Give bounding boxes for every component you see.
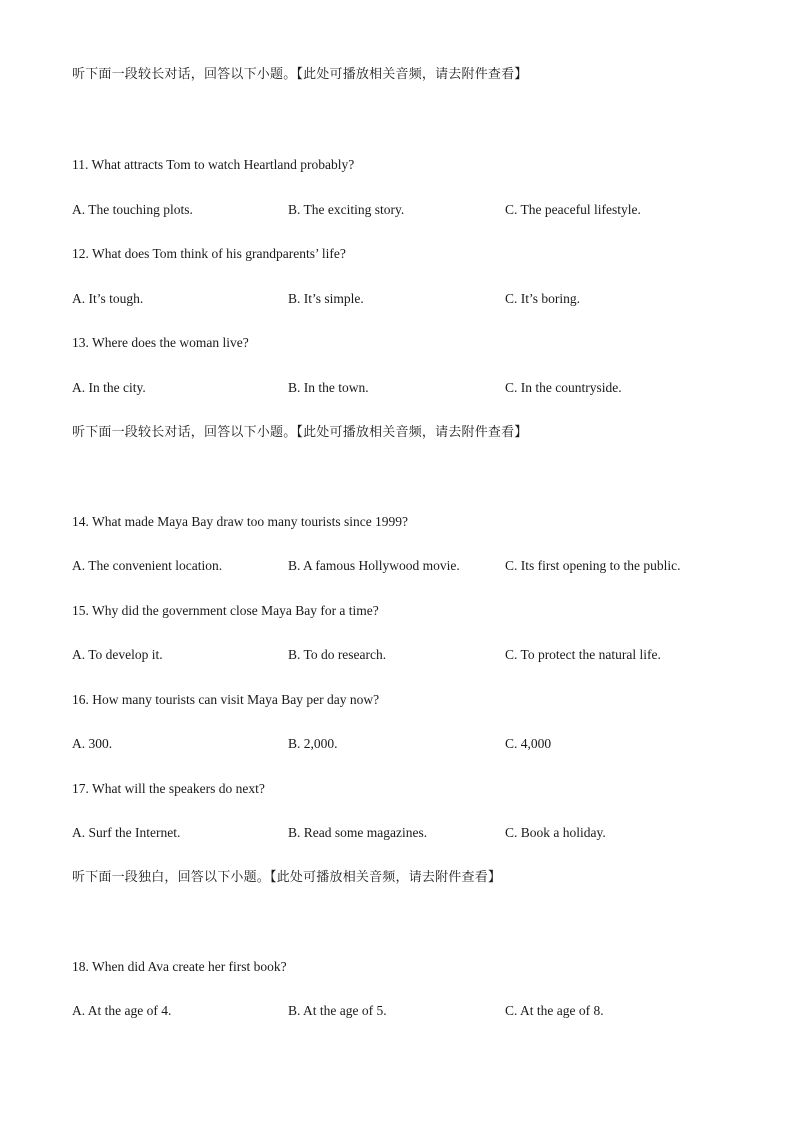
option-a: A. The touching plots.	[72, 202, 193, 217]
question-stem: 11. What attracts Tom to watch Heartland probably?	[72, 157, 355, 172]
option-c: C. It’s boring.	[505, 291, 581, 306]
option-b: B. It’s simple.	[288, 291, 364, 306]
option-b: B. Read some magazines.	[288, 825, 428, 840]
option-b: B. A famous Hollywood movie.	[288, 558, 460, 573]
section-instruction: 听下面一段较长对话，回答以下小题。【此处可播放相关音频，请去附件查看】	[72, 425, 528, 440]
option-c: C. 4,000	[505, 736, 552, 751]
option-a: A. In the city.	[72, 380, 146, 395]
question-stem: 14. What made Maya Bay draw too many tourists since 1999?	[72, 514, 409, 529]
section-instruction: 听下面一段独白，回答以下小题。【此处可播放相关音频，请去附件查看】	[72, 870, 502, 885]
option-c: C. At the age of 8.	[505, 1003, 604, 1018]
option-c: C. Its first opening to the public.	[505, 558, 681, 573]
option-b: B. To do research.	[288, 647, 387, 662]
question-stem: 17. What will the speakers do next?	[72, 781, 265, 796]
option-b: B. The exciting story.	[288, 202, 405, 217]
option-c: C. The peaceful lifestyle.	[505, 202, 641, 217]
question-stem: 12. What does Tom think of his grandparents’ life?	[72, 246, 346, 261]
option-a: A. It’s tough.	[72, 291, 144, 306]
option-b: B. In the town.	[288, 380, 369, 395]
option-a: A. To develop it.	[72, 647, 163, 662]
option-c: C. In the countryside.	[505, 380, 622, 395]
option-a: A. The convenient location.	[72, 558, 223, 573]
option-c: C. To protect the natural life.	[505, 647, 661, 662]
option-c: C. Book a holiday.	[505, 825, 606, 840]
question-stem: 13. Where does the woman live?	[72, 335, 249, 350]
option-a: A. At the age of 4.	[72, 1003, 172, 1018]
question-stem: 16. How many tourists can visit Maya Bay per day now?	[72, 692, 380, 707]
section-instruction: 听下面一段较长对话，回答以下小题。【此处可播放相关音频，请去附件查看】	[72, 67, 528, 82]
option-a: A. Surf the Internet.	[72, 825, 181, 840]
option-b: B. At the age of 5.	[288, 1003, 387, 1018]
question-stem: 18. When did Ava create her first book?	[72, 959, 287, 974]
option-b: B. 2,000.	[288, 736, 338, 751]
option-a: A. 300.	[72, 736, 113, 751]
question-stem: 15. Why did the government close Maya Bay for a time?	[72, 603, 379, 618]
